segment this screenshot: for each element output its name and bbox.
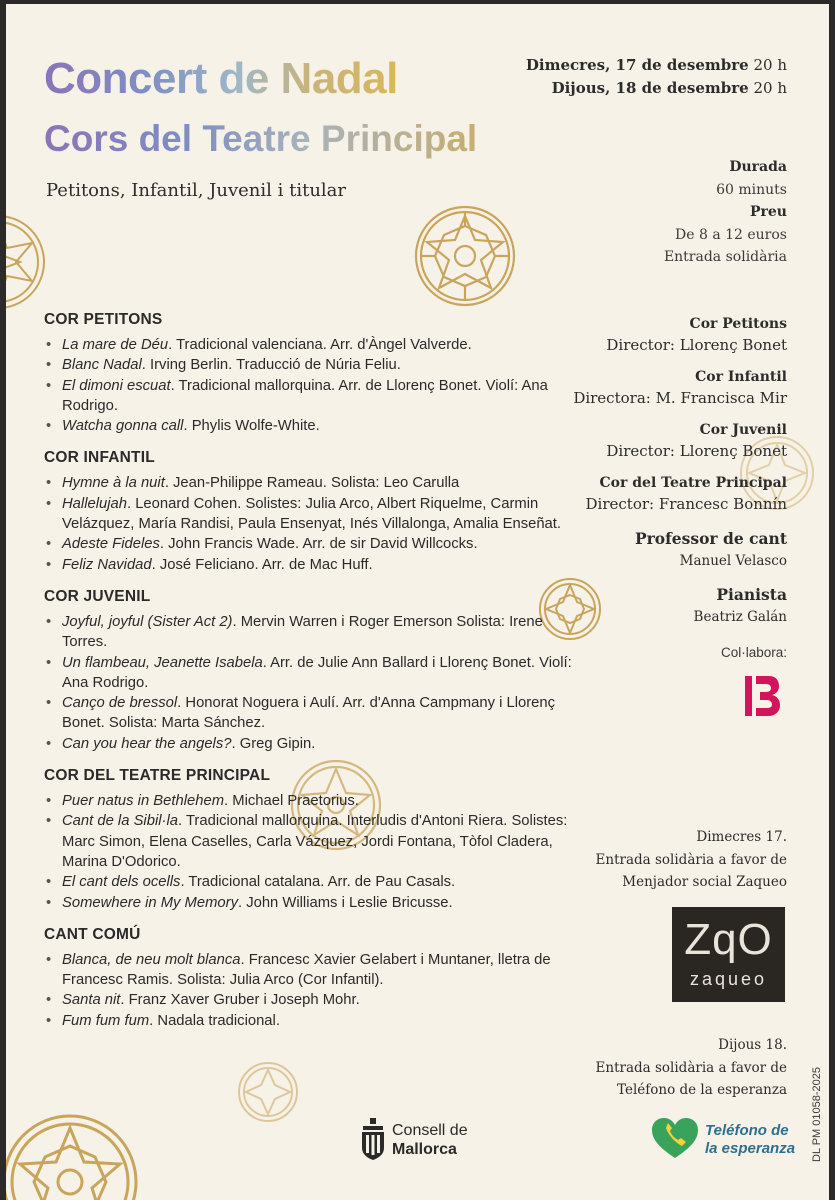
program-list — [44, 311, 584, 1044]
director-entry — [573, 420, 787, 462]
price-value: De 8 a 12 euros — [675, 226, 787, 243]
work-details: . Franz Xaver Gruber i Joseph Mohr. — [120, 992, 360, 1009]
list-item — [44, 494, 584, 535]
zaqueo-name: zaqueo — [689, 969, 768, 989]
date-line — [526, 77, 787, 100]
section-title: COR PETITONS — [44, 311, 163, 328]
work-details: . Michael Praetorius. — [224, 793, 359, 810]
page-title: Concert de Nadal — [44, 54, 398, 103]
work-details: . Jean-Philippe Rameau. Solista: Leo Carulla — [164, 475, 460, 492]
work-title: Adeste Fideles — [62, 536, 160, 553]
list-item — [44, 893, 584, 913]
duration-label: Durada — [729, 159, 787, 175]
work-title: Santa nit — [62, 992, 121, 1009]
work-title: Can you hear the angels? — [62, 735, 232, 752]
consell-name: Consell de — [392, 1122, 468, 1139]
list-item — [44, 693, 584, 734]
zaqueo-mark: ZqO — [684, 915, 773, 964]
work-title: Joyful, joyful (Sister Act 2) — [62, 613, 233, 630]
ib3-logo-icon — [743, 674, 781, 718]
section-cor-petitons — [44, 311, 584, 436]
staff-name: Beatriz Galán — [693, 609, 787, 625]
list-item — [44, 335, 584, 355]
date-day: Dimecres, 17 de desembre — [525, 56, 749, 74]
list-item — [44, 416, 584, 436]
work-details: . Tradicional mallorquina. Interludis d'Antoni Riera. Solistes: Marc Simon, Elena Caselles, Carla Vázquez, Jordi Fontana, Tòfol Cladera, Marina D'Odorico. — [62, 813, 568, 870]
work-details: . Arr. de Julie Ann Ballard i Llorenç Bonet. Violí: Ana Rodrigo. — [62, 654, 572, 691]
director-entry — [573, 367, 787, 409]
telefono-name-2: la esperanza — [705, 1140, 796, 1157]
consell-logo — [359, 1116, 489, 1162]
list-item — [44, 376, 584, 417]
section-cor-teatre-principal — [44, 767, 584, 913]
director-entry — [573, 314, 787, 356]
entry-note: Entrada solidària — [663, 249, 787, 265]
director-name: Directora: M. Francisca Mir — [573, 389, 787, 407]
work-details: . Greg Gipin. — [231, 735, 316, 752]
list-item — [44, 555, 584, 575]
date-day: Dijous, 18 de desembre — [551, 79, 749, 97]
work-details: . Leonard Cohen. Solistes: Julia Arco, Albert Riquelme, Carmin Velázquez, María Randisi, Paula Ensenyat, Inés Villalonga, Amalia Enseñat. — [62, 495, 562, 533]
staff-role: Professor de cant — [634, 529, 787, 548]
solidarity-line: Entrada solidària a favor de — [595, 1059, 787, 1076]
work-details: . Tradicional catalana. Arr. de Pau Casals. — [180, 874, 456, 891]
list-item — [44, 872, 584, 892]
work-details: . Phylis Wolfe-White. — [183, 418, 320, 435]
date-line — [526, 54, 787, 77]
legal-deposit-text: DL PM 01058-2025 — [811, 1067, 823, 1162]
director-name: Director: Llorenç Bonet — [606, 442, 787, 460]
work-details: . José Feliciano. Arr. de Mac Huff. — [151, 556, 373, 573]
work-title: Blanca, de neu molt blanca — [62, 951, 241, 968]
list-item — [44, 791, 584, 811]
date-time: 20 h — [753, 79, 787, 97]
list-item — [44, 990, 584, 1010]
page-subtitle: Cors del Teatre Principal — [44, 118, 478, 159]
list-item — [44, 355, 584, 375]
ornament-bottom-center-icon — [236, 1060, 300, 1124]
collab-label: Col·labora: — [720, 645, 787, 660]
price-label: Preu — [750, 204, 787, 220]
concert-dates — [526, 54, 787, 100]
telefono-heart-icon — [650, 1116, 700, 1162]
legal-deposit — [806, 1054, 826, 1164]
director-name: Director: Francesc Bonnín — [585, 495, 787, 513]
work-title: Watcha gonna call — [62, 418, 184, 435]
telefono-esperanza-logo — [650, 1116, 800, 1164]
work-details: . Nadala tradicional. — [149, 1012, 280, 1029]
staff-role: Pianista — [716, 585, 787, 604]
zaqueo-logo — [672, 907, 785, 1002]
staff-list — [573, 527, 787, 627]
section-title: COR JUVENIL — [44, 587, 151, 605]
consell-region: Mallorca — [392, 1141, 457, 1158]
director-entry — [573, 473, 787, 515]
solidarity-thursday — [596, 1034, 787, 1102]
choir-name: Cor Juvenil — [699, 422, 787, 438]
choir-name: Cor Petitons — [689, 316, 787, 332]
list-item — [44, 811, 584, 872]
ornament-left-icon — [6, 212, 48, 312]
work-title: Somewhere in My Memory — [62, 894, 238, 911]
duration-value: 60 minuts — [716, 181, 787, 198]
work-title: Hymne à la nuit — [62, 475, 165, 492]
director-name: Director: Llorenç Bonet — [606, 336, 787, 354]
date-time: 20 h — [753, 56, 787, 74]
repertoire-list — [44, 612, 584, 754]
repertoire-list — [44, 473, 584, 574]
work-title: El cant dels ocells — [62, 874, 181, 891]
telefono-name: Teléfono de — [705, 1122, 789, 1139]
work-title: Canço de bressol — [62, 695, 178, 712]
work-details: . John Francis Wade. Arr. de sir David Willcocks. — [159, 536, 478, 553]
work-title: Blanc Nadal — [62, 357, 142, 374]
work-details: . Honorat Noguera i Aulí. Arr. d'Anna Campmany i Llorenç Bonet. Solista: Marta Sánchez. — [62, 695, 556, 732]
section-cor-infantil — [44, 449, 584, 574]
repertoire-list — [44, 791, 584, 913]
work-details: . Tradicional mallorquina. Arr. de Llorenç Bonet. Violí: Ana Rodrigo. — [62, 377, 548, 414]
staff-name: Manuel Velasco — [679, 553, 787, 569]
section-cant-comu — [44, 926, 584, 1031]
repertoire-list — [44, 335, 584, 436]
work-title: Puer natus in Bethlehem — [62, 793, 225, 810]
solidarity-beneficiary: Teléfono de la esperanza — [617, 1082, 787, 1098]
work-details: . Francesc Xavier Gelabert i Muntaner, lletra de Francesc Ramis. Solista: Julia Arco (Cor Infantil). — [62, 951, 551, 989]
section-title: COR DEL TEATRE PRINCIPAL — [44, 767, 271, 785]
work-title: La mare de Déu — [62, 337, 169, 353]
directors-list — [573, 314, 787, 639]
ornament-bottom-left-icon — [6, 1112, 140, 1200]
work-title: Hallelujah — [62, 495, 127, 512]
work-title: Fum fum fum — [62, 1012, 150, 1029]
list-item — [44, 612, 584, 653]
work-details: . Tradicional valenciana. Arr. d'Àngel Valverde. — [168, 337, 472, 353]
list-item — [44, 473, 584, 493]
list-item — [44, 653, 584, 694]
solidarity-day: Dijous 18. — [718, 1037, 787, 1053]
section-title: COR INFANTIL — [44, 449, 155, 467]
list-item — [44, 534, 584, 554]
consell-crest-icon — [359, 1118, 387, 1162]
solidarity-wednesday — [596, 826, 787, 894]
choir-name: Cor Infantil — [695, 369, 787, 385]
work-title: Cant de la Sibil·la — [62, 813, 178, 830]
work-details: . Mervin Warren i Roger Emerson Solista: Irene Torres. — [62, 613, 543, 651]
tagline: Petitons, Infantil, Juvenil i titular — [46, 180, 347, 201]
section-title: CANT COMÚ — [44, 925, 141, 943]
list-item — [44, 1011, 584, 1031]
repertoire-list — [44, 950, 584, 1031]
event-info — [664, 156, 787, 269]
solidarity-day: Dimecres 17. — [696, 829, 787, 845]
list-item — [44, 734, 584, 754]
list-item — [44, 950, 584, 991]
solidarity-line: Entrada solidària a favor de — [595, 851, 787, 868]
solidarity-beneficiary: Menjador social Zaqueo — [622, 874, 787, 890]
program-sheet — [6, 4, 829, 1200]
work-details: . Irving Berlin. Traducció de Núria Feliu. — [141, 357, 401, 374]
work-title: Un flambeau, Jeanette Isabela — [62, 654, 263, 671]
work-details: . John Williams i Leslie Bricusse. — [237, 894, 453, 911]
ornament-top-icon — [413, 204, 517, 308]
work-title: El dimoni escuat — [62, 377, 171, 394]
choir-name: Cor del Teatre Principal — [599, 475, 787, 491]
section-cor-juvenil — [44, 588, 584, 754]
work-title: Feliz Navidad — [62, 556, 152, 573]
